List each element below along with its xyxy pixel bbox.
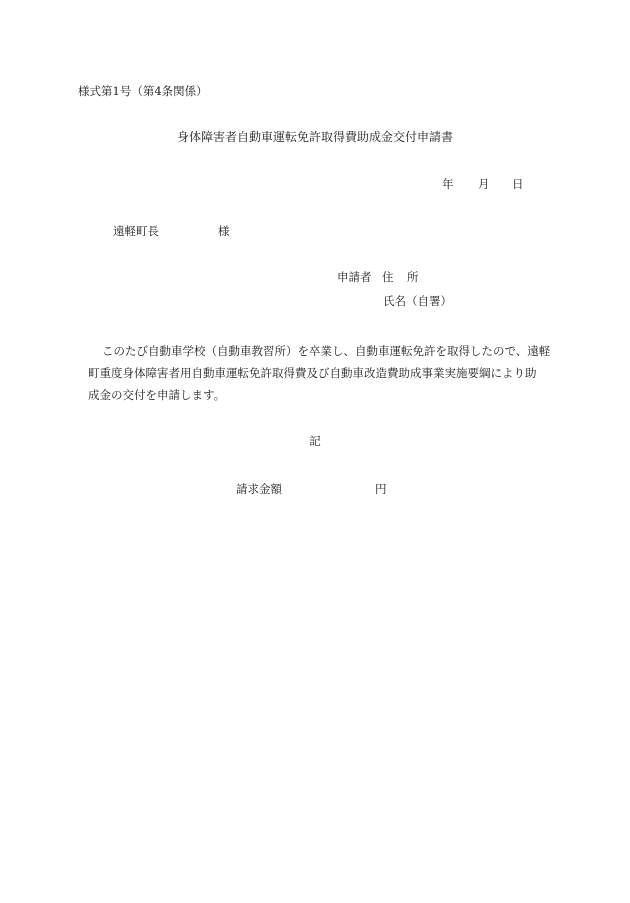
name-signature-label: 氏名（自署）: [383, 294, 452, 308]
document-title: 身体障害者自動車運転免許取得費助成金交付申請書: [176, 130, 453, 144]
amount-unit-yen: 円: [375, 482, 387, 496]
applicant-label: 申請者: [337, 270, 372, 284]
address-label-part2: 所: [407, 270, 419, 284]
addressee-honorific: 様: [218, 224, 230, 238]
note-mark: 記: [309, 434, 321, 448]
addressee-name: 遠軽町長: [113, 224, 159, 238]
statement-line: 町重度身体障害者用自動車運転免許取得費及び自動車改造費助成事業実施要綱により助: [88, 366, 537, 380]
statement-line: 成金の交付を申請します。: [88, 388, 226, 402]
address-label-part1: 住: [382, 270, 394, 284]
date-year-label: 年: [442, 177, 454, 191]
application-statement: [88, 340, 558, 406]
date-month-label: 月: [478, 177, 490, 191]
statement-line: このたび自動車学校（自動車教習所）を卒業し、自動車運転免許を取得したので、遠軽: [102, 344, 551, 358]
form-number: 様式第1号（第4条関係）: [78, 84, 208, 98]
requested-amount-label: 請求金額: [236, 482, 282, 496]
date-day-label: 日: [512, 177, 524, 191]
